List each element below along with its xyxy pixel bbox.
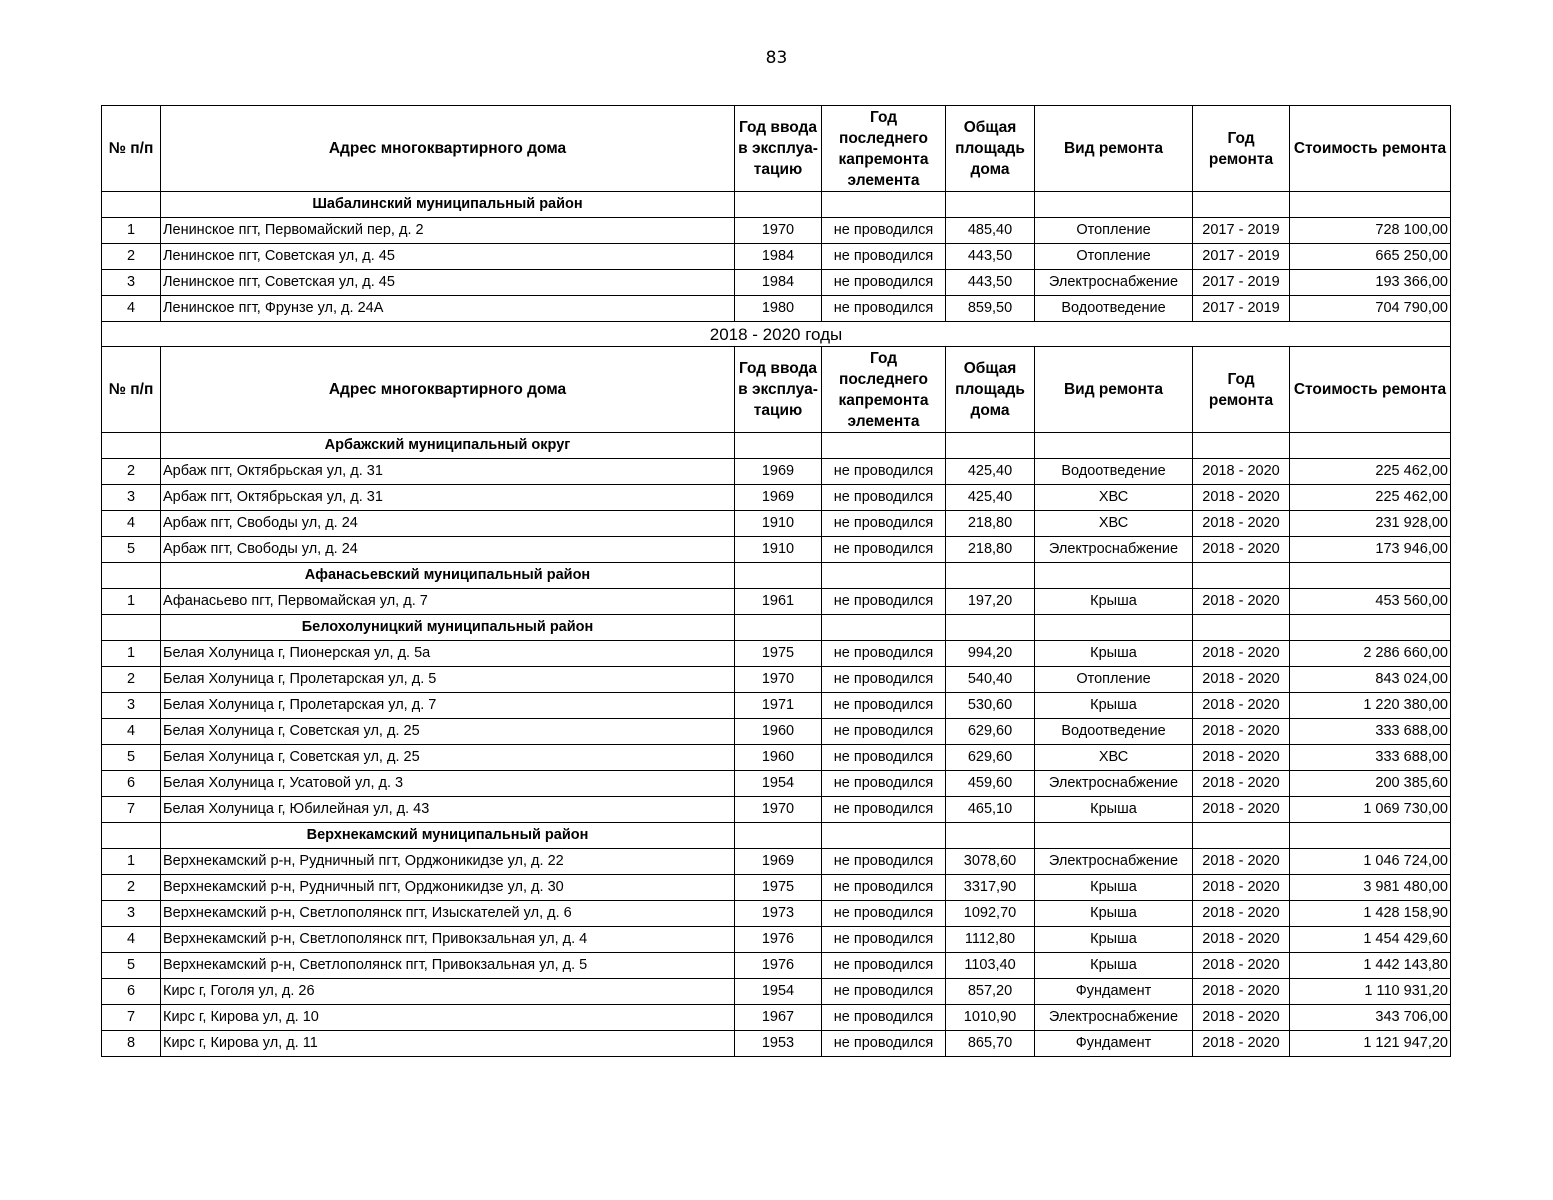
row-last-repair: не проводился xyxy=(822,927,946,953)
header-num: № п/п xyxy=(102,347,161,433)
table-row xyxy=(102,244,1451,270)
row-repair-type: ХВС xyxy=(1035,745,1193,771)
row-repair-type: Крыша xyxy=(1035,589,1193,615)
header-area: Общая площадь дома xyxy=(946,106,1035,192)
row-number: 2 xyxy=(102,875,161,901)
row-repair-type: Крыша xyxy=(1035,901,1193,927)
table-row xyxy=(102,849,1451,875)
row-last-repair: не проводился xyxy=(822,953,946,979)
row-last-repair: не проводился xyxy=(822,1031,946,1057)
row-last-repair: не проводился xyxy=(822,218,946,244)
row-repair-year: 2018 - 2020 xyxy=(1193,745,1290,771)
row-repair-year: 2018 - 2020 xyxy=(1193,1031,1290,1057)
row-area: 485,40 xyxy=(946,218,1035,244)
row-year-commissioned: 1984 xyxy=(735,244,822,270)
row-last-repair: не проводился xyxy=(822,901,946,927)
table-row xyxy=(102,485,1451,511)
row-repair-type: Фундамент xyxy=(1035,1031,1193,1057)
row-year-commissioned: 1976 xyxy=(735,927,822,953)
district-row xyxy=(102,433,1451,459)
row-last-repair: не проводился xyxy=(822,537,946,563)
row-area: 443,50 xyxy=(946,270,1035,296)
row-repair-year: 2018 - 2020 xyxy=(1193,849,1290,875)
row-cost: 1 110 931,20 xyxy=(1290,979,1451,1005)
table-row xyxy=(102,270,1451,296)
page-number: 83 xyxy=(765,48,788,68)
row-repair-type: Фундамент xyxy=(1035,979,1193,1005)
table-row xyxy=(102,901,1451,927)
row-repair-year: 2018 - 2020 xyxy=(1193,901,1290,927)
row-cost: 333 688,00 xyxy=(1290,745,1451,771)
row-last-repair: не проводился xyxy=(822,719,946,745)
row-repair-type: Водоотведение xyxy=(1035,459,1193,485)
table-row xyxy=(102,511,1451,537)
row-area: 3317,90 xyxy=(946,875,1035,901)
row-last-repair: не проводился xyxy=(822,589,946,615)
row-area: 425,40 xyxy=(946,485,1035,511)
row-repair-year: 2018 - 2020 xyxy=(1193,459,1290,485)
table-row xyxy=(102,459,1451,485)
row-area: 465,10 xyxy=(946,797,1035,823)
row-cost: 225 462,00 xyxy=(1290,485,1451,511)
row-year-commissioned: 1980 xyxy=(735,296,822,322)
row-year-commissioned: 1953 xyxy=(735,1031,822,1057)
row-cost: 665 250,00 xyxy=(1290,244,1451,270)
row-repair-year: 2018 - 2020 xyxy=(1193,771,1290,797)
row-area: 530,60 xyxy=(946,693,1035,719)
row-repair-type: Крыша xyxy=(1035,927,1193,953)
row-area: 629,60 xyxy=(946,719,1035,745)
table-row xyxy=(102,771,1451,797)
row-area: 1112,80 xyxy=(946,927,1035,953)
row-cost: 333 688,00 xyxy=(1290,719,1451,745)
row-last-repair: не проводился xyxy=(822,511,946,537)
row-area: 1103,40 xyxy=(946,953,1035,979)
table-row xyxy=(102,667,1451,693)
header-year-commissioned: Год ввода в эксплуа-тацию xyxy=(735,106,822,192)
row-address: Белая Холуница г, Советская ул, д. 25 xyxy=(161,745,735,771)
row-cost: 453 560,00 xyxy=(1290,589,1451,615)
row-year-commissioned: 1910 xyxy=(735,537,822,563)
header-repair-year: Год ремонта xyxy=(1193,106,1290,192)
table-row xyxy=(102,875,1451,901)
row-area: 218,80 xyxy=(946,511,1035,537)
row-repair-type: Электроснабжение xyxy=(1035,771,1193,797)
row-repair-type: Отопление xyxy=(1035,218,1193,244)
row-repair-year: 2017 - 2019 xyxy=(1193,296,1290,322)
row-repair-year: 2018 - 2020 xyxy=(1193,719,1290,745)
row-year-commissioned: 1976 xyxy=(735,953,822,979)
row-last-repair: не проводился xyxy=(822,849,946,875)
row-cost: 1 069 730,00 xyxy=(1290,797,1451,823)
row-repair-year: 2018 - 2020 xyxy=(1193,1005,1290,1031)
row-number: 2 xyxy=(102,459,161,485)
row-area: 994,20 xyxy=(946,641,1035,667)
row-area: 540,40 xyxy=(946,667,1035,693)
row-cost: 1 454 429,60 xyxy=(1290,927,1451,953)
row-address: Белая Холуница г, Пионерская ул, д. 5а xyxy=(161,641,735,667)
row-year-commissioned: 1960 xyxy=(735,719,822,745)
row-year-commissioned: 1975 xyxy=(735,875,822,901)
row-cost: 1 220 380,00 xyxy=(1290,693,1451,719)
row-last-repair: не проводился xyxy=(822,667,946,693)
row-year-commissioned: 1910 xyxy=(735,511,822,537)
row-area: 218,80 xyxy=(946,537,1035,563)
header-last-repair: Год последнего капремонта элемента xyxy=(822,106,946,192)
row-number: 8 xyxy=(102,1031,161,1057)
row-repair-year: 2018 - 2020 xyxy=(1193,589,1290,615)
row-number: 2 xyxy=(102,667,161,693)
row-repair-year: 2017 - 2019 xyxy=(1193,270,1290,296)
table-row xyxy=(102,589,1451,615)
row-address: Кирс г, Гоголя ул, д. 26 xyxy=(161,979,735,1005)
row-area: 857,20 xyxy=(946,979,1035,1005)
row-last-repair: не проводился xyxy=(822,485,946,511)
district-name: Афанасьевский муниципальный район xyxy=(161,563,735,589)
row-repair-type: Крыша xyxy=(1035,875,1193,901)
row-cost: 704 790,00 xyxy=(1290,296,1451,322)
repair-table xyxy=(101,105,1451,1057)
header-area: Общая площадь дома xyxy=(946,347,1035,433)
row-year-commissioned: 1970 xyxy=(735,797,822,823)
row-cost: 1 121 947,20 xyxy=(1290,1031,1451,1057)
row-repair-type: Электроснабжение xyxy=(1035,1005,1193,1031)
row-year-commissioned: 1971 xyxy=(735,693,822,719)
row-address: Арбаж пгт, Свободы ул, д. 24 xyxy=(161,537,735,563)
row-area: 197,20 xyxy=(946,589,1035,615)
row-cost: 231 928,00 xyxy=(1290,511,1451,537)
row-number: 3 xyxy=(102,693,161,719)
row-last-repair: не проводился xyxy=(822,270,946,296)
row-address: Верхнекамский р-н, Рудничный пгт, Орджоникидзе ул, д. 30 xyxy=(161,875,735,901)
row-cost: 1 442 143,80 xyxy=(1290,953,1451,979)
row-repair-year: 2017 - 2019 xyxy=(1193,244,1290,270)
row-repair-type: Крыша xyxy=(1035,797,1193,823)
row-number: 4 xyxy=(102,719,161,745)
row-repair-type: Крыша xyxy=(1035,693,1193,719)
row-area: 443,50 xyxy=(946,244,1035,270)
row-number: 3 xyxy=(102,270,161,296)
row-repair-year: 2018 - 2020 xyxy=(1193,485,1290,511)
district-row xyxy=(102,823,1451,849)
row-repair-type: ХВС xyxy=(1035,485,1193,511)
row-repair-year: 2018 - 2020 xyxy=(1193,537,1290,563)
row-address: Арбаж пгт, Октябрьская ул, д. 31 xyxy=(161,485,735,511)
row-address: Кирс г, Кирова ул, д. 10 xyxy=(161,1005,735,1031)
row-last-repair: не проводился xyxy=(822,693,946,719)
row-address: Кирс г, Кирова ул, д. 11 xyxy=(161,1031,735,1057)
table-header-row xyxy=(102,347,1451,433)
row-number: 1 xyxy=(102,849,161,875)
row-number: 3 xyxy=(102,485,161,511)
row-year-commissioned: 1960 xyxy=(735,745,822,771)
row-cost: 200 385,60 xyxy=(1290,771,1451,797)
table-row xyxy=(102,927,1451,953)
row-area: 629,60 xyxy=(946,745,1035,771)
header-repair-type: Вид ремонта xyxy=(1035,106,1193,192)
row-cost: 1 046 724,00 xyxy=(1290,849,1451,875)
row-last-repair: не проводился xyxy=(822,244,946,270)
row-area: 1010,90 xyxy=(946,1005,1035,1031)
district-name: Белохолуницкий муниципальный район xyxy=(161,615,735,641)
row-last-repair: не проводился xyxy=(822,641,946,667)
row-number: 4 xyxy=(102,927,161,953)
row-repair-year: 2018 - 2020 xyxy=(1193,953,1290,979)
row-address: Белая Холуница г, Усатовой ул, д. 3 xyxy=(161,771,735,797)
row-number: 5 xyxy=(102,745,161,771)
row-address: Верхнекамский р-н, Светлополянск пгт, Привокзальная ул, д. 5 xyxy=(161,953,735,979)
row-number: 5 xyxy=(102,537,161,563)
district-row xyxy=(102,192,1451,218)
row-last-repair: не проводился xyxy=(822,1005,946,1031)
table-body xyxy=(102,106,1451,1057)
row-last-repair: не проводился xyxy=(822,797,946,823)
row-year-commissioned: 1967 xyxy=(735,1005,822,1031)
row-address: Ленинское пгт, Советская ул, д. 45 xyxy=(161,244,735,270)
row-address: Ленинское пгт, Советская ул, д. 45 xyxy=(161,270,735,296)
row-year-commissioned: 1973 xyxy=(735,901,822,927)
row-year-commissioned: 1975 xyxy=(735,641,822,667)
header-year-commissioned: Год ввода в эксплуа-тацию xyxy=(735,347,822,433)
row-address: Белая Холуница г, Советская ул, д. 25 xyxy=(161,719,735,745)
row-year-commissioned: 1969 xyxy=(735,485,822,511)
row-repair-type: Электроснабжение xyxy=(1035,537,1193,563)
period-title: 2018 - 2020 годы xyxy=(102,322,1451,347)
row-last-repair: не проводился xyxy=(822,771,946,797)
table-row xyxy=(102,218,1451,244)
row-address: Белая Холуница г, Пролетарская ул, д. 7 xyxy=(161,693,735,719)
district-row xyxy=(102,563,1451,589)
header-repair-year: Год ремонта xyxy=(1193,347,1290,433)
header-address: Адрес многоквартирного дома xyxy=(161,106,735,192)
row-area: 859,50 xyxy=(946,296,1035,322)
table-row xyxy=(102,296,1451,322)
row-address: Верхнекамский р-н, Светлополянск пгт, Изыскателей ул, д. 6 xyxy=(161,901,735,927)
row-number: 6 xyxy=(102,771,161,797)
row-repair-type: ХВС xyxy=(1035,511,1193,537)
row-number: 7 xyxy=(102,1005,161,1031)
row-repair-year: 2018 - 2020 xyxy=(1193,641,1290,667)
row-last-repair: не проводился xyxy=(822,875,946,901)
row-last-repair: не проводился xyxy=(822,979,946,1005)
row-number: 3 xyxy=(102,901,161,927)
row-cost: 843 024,00 xyxy=(1290,667,1451,693)
row-last-repair: не проводился xyxy=(822,745,946,771)
row-repair-type: Крыша xyxy=(1035,953,1193,979)
row-number: 4 xyxy=(102,511,161,537)
row-address: Арбаж пгт, Свободы ул, д. 24 xyxy=(161,511,735,537)
row-repair-type: Крыша xyxy=(1035,641,1193,667)
table-row xyxy=(102,1031,1451,1057)
row-year-commissioned: 1961 xyxy=(735,589,822,615)
row-number: 5 xyxy=(102,953,161,979)
row-year-commissioned: 1969 xyxy=(735,849,822,875)
row-year-commissioned: 1954 xyxy=(735,979,822,1005)
table-row xyxy=(102,693,1451,719)
row-year-commissioned: 1970 xyxy=(735,218,822,244)
row-area: 3078,60 xyxy=(946,849,1035,875)
row-number: 1 xyxy=(102,641,161,667)
row-cost: 728 100,00 xyxy=(1290,218,1451,244)
row-repair-type: Водоотведение xyxy=(1035,296,1193,322)
row-cost: 1 428 158,90 xyxy=(1290,901,1451,927)
row-area: 865,70 xyxy=(946,1031,1035,1057)
row-repair-year: 2018 - 2020 xyxy=(1193,979,1290,1005)
header-last-repair: Год последнего капремонта элемента xyxy=(822,347,946,433)
table-row xyxy=(102,641,1451,667)
row-number: 6 xyxy=(102,979,161,1005)
row-cost: 3 981 480,00 xyxy=(1290,875,1451,901)
row-repair-type: Водоотведение xyxy=(1035,719,1193,745)
row-address: Белая Холуница г, Пролетарская ул, д. 5 xyxy=(161,667,735,693)
row-last-repair: не проводился xyxy=(822,296,946,322)
table-row xyxy=(102,537,1451,563)
table-row xyxy=(102,953,1451,979)
period-row xyxy=(102,322,1451,347)
row-address: Верхнекамский р-н, Рудничный пгт, Орджоникидзе ул, д. 22 xyxy=(161,849,735,875)
row-repair-year: 2017 - 2019 xyxy=(1193,218,1290,244)
table-row xyxy=(102,745,1451,771)
row-repair-type: Электроснабжение xyxy=(1035,270,1193,296)
row-year-commissioned: 1954 xyxy=(735,771,822,797)
district-name: Арбажский муниципальный округ xyxy=(161,433,735,459)
row-repair-year: 2018 - 2020 xyxy=(1193,511,1290,537)
row-number: 4 xyxy=(102,296,161,322)
header-cost: Стоимость ремонта xyxy=(1290,106,1451,192)
row-repair-year: 2018 - 2020 xyxy=(1193,667,1290,693)
header-cost: Стоимость ремонта xyxy=(1290,347,1451,433)
row-last-repair: не проводился xyxy=(822,459,946,485)
row-repair-type: Отопление xyxy=(1035,667,1193,693)
row-repair-year: 2018 - 2020 xyxy=(1193,875,1290,901)
row-address: Ленинское пгт, Фрунзе ул, д. 24А xyxy=(161,296,735,322)
table-row xyxy=(102,719,1451,745)
row-number: 2 xyxy=(102,244,161,270)
row-cost: 225 462,00 xyxy=(1290,459,1451,485)
row-cost: 193 366,00 xyxy=(1290,270,1451,296)
header-address: Адрес многоквартирного дома xyxy=(161,347,735,433)
row-year-commissioned: 1984 xyxy=(735,270,822,296)
row-number: 1 xyxy=(102,589,161,615)
row-year-commissioned: 1969 xyxy=(735,459,822,485)
district-name: Верхнекамский муниципальный район xyxy=(161,823,735,849)
header-num: № п/п xyxy=(102,106,161,192)
row-repair-type: Электроснабжение xyxy=(1035,849,1193,875)
row-repair-year: 2018 - 2020 xyxy=(1193,693,1290,719)
table-row xyxy=(102,797,1451,823)
row-address: Белая Холуница г, Юбилейная ул, д. 43 xyxy=(161,797,735,823)
table-row xyxy=(102,1005,1451,1031)
district-row xyxy=(102,615,1451,641)
row-area: 1092,70 xyxy=(946,901,1035,927)
header-repair-type: Вид ремонта xyxy=(1035,347,1193,433)
row-repair-type: Отопление xyxy=(1035,244,1193,270)
row-number: 7 xyxy=(102,797,161,823)
row-year-commissioned: 1970 xyxy=(735,667,822,693)
row-cost: 343 706,00 xyxy=(1290,1005,1451,1031)
row-address: Афанасьево пгт, Первомайская ул, д. 7 xyxy=(161,589,735,615)
row-address: Верхнекамский р-н, Светлополянск пгт, Привокзальная ул, д. 4 xyxy=(161,927,735,953)
row-cost: 173 946,00 xyxy=(1290,537,1451,563)
row-repair-year: 2018 - 2020 xyxy=(1193,797,1290,823)
row-cost: 2 286 660,00 xyxy=(1290,641,1451,667)
table-row xyxy=(102,979,1451,1005)
district-name: Шабалинский муниципальный район xyxy=(161,192,735,218)
row-area: 425,40 xyxy=(946,459,1035,485)
row-address: Арбаж пгт, Октябрьская ул, д. 31 xyxy=(161,459,735,485)
row-address: Ленинское пгт, Первомайский пер, д. 2 xyxy=(161,218,735,244)
row-area: 459,60 xyxy=(946,771,1035,797)
table-header-row xyxy=(102,106,1451,192)
row-repair-year: 2018 - 2020 xyxy=(1193,927,1290,953)
row-number: 1 xyxy=(102,218,161,244)
